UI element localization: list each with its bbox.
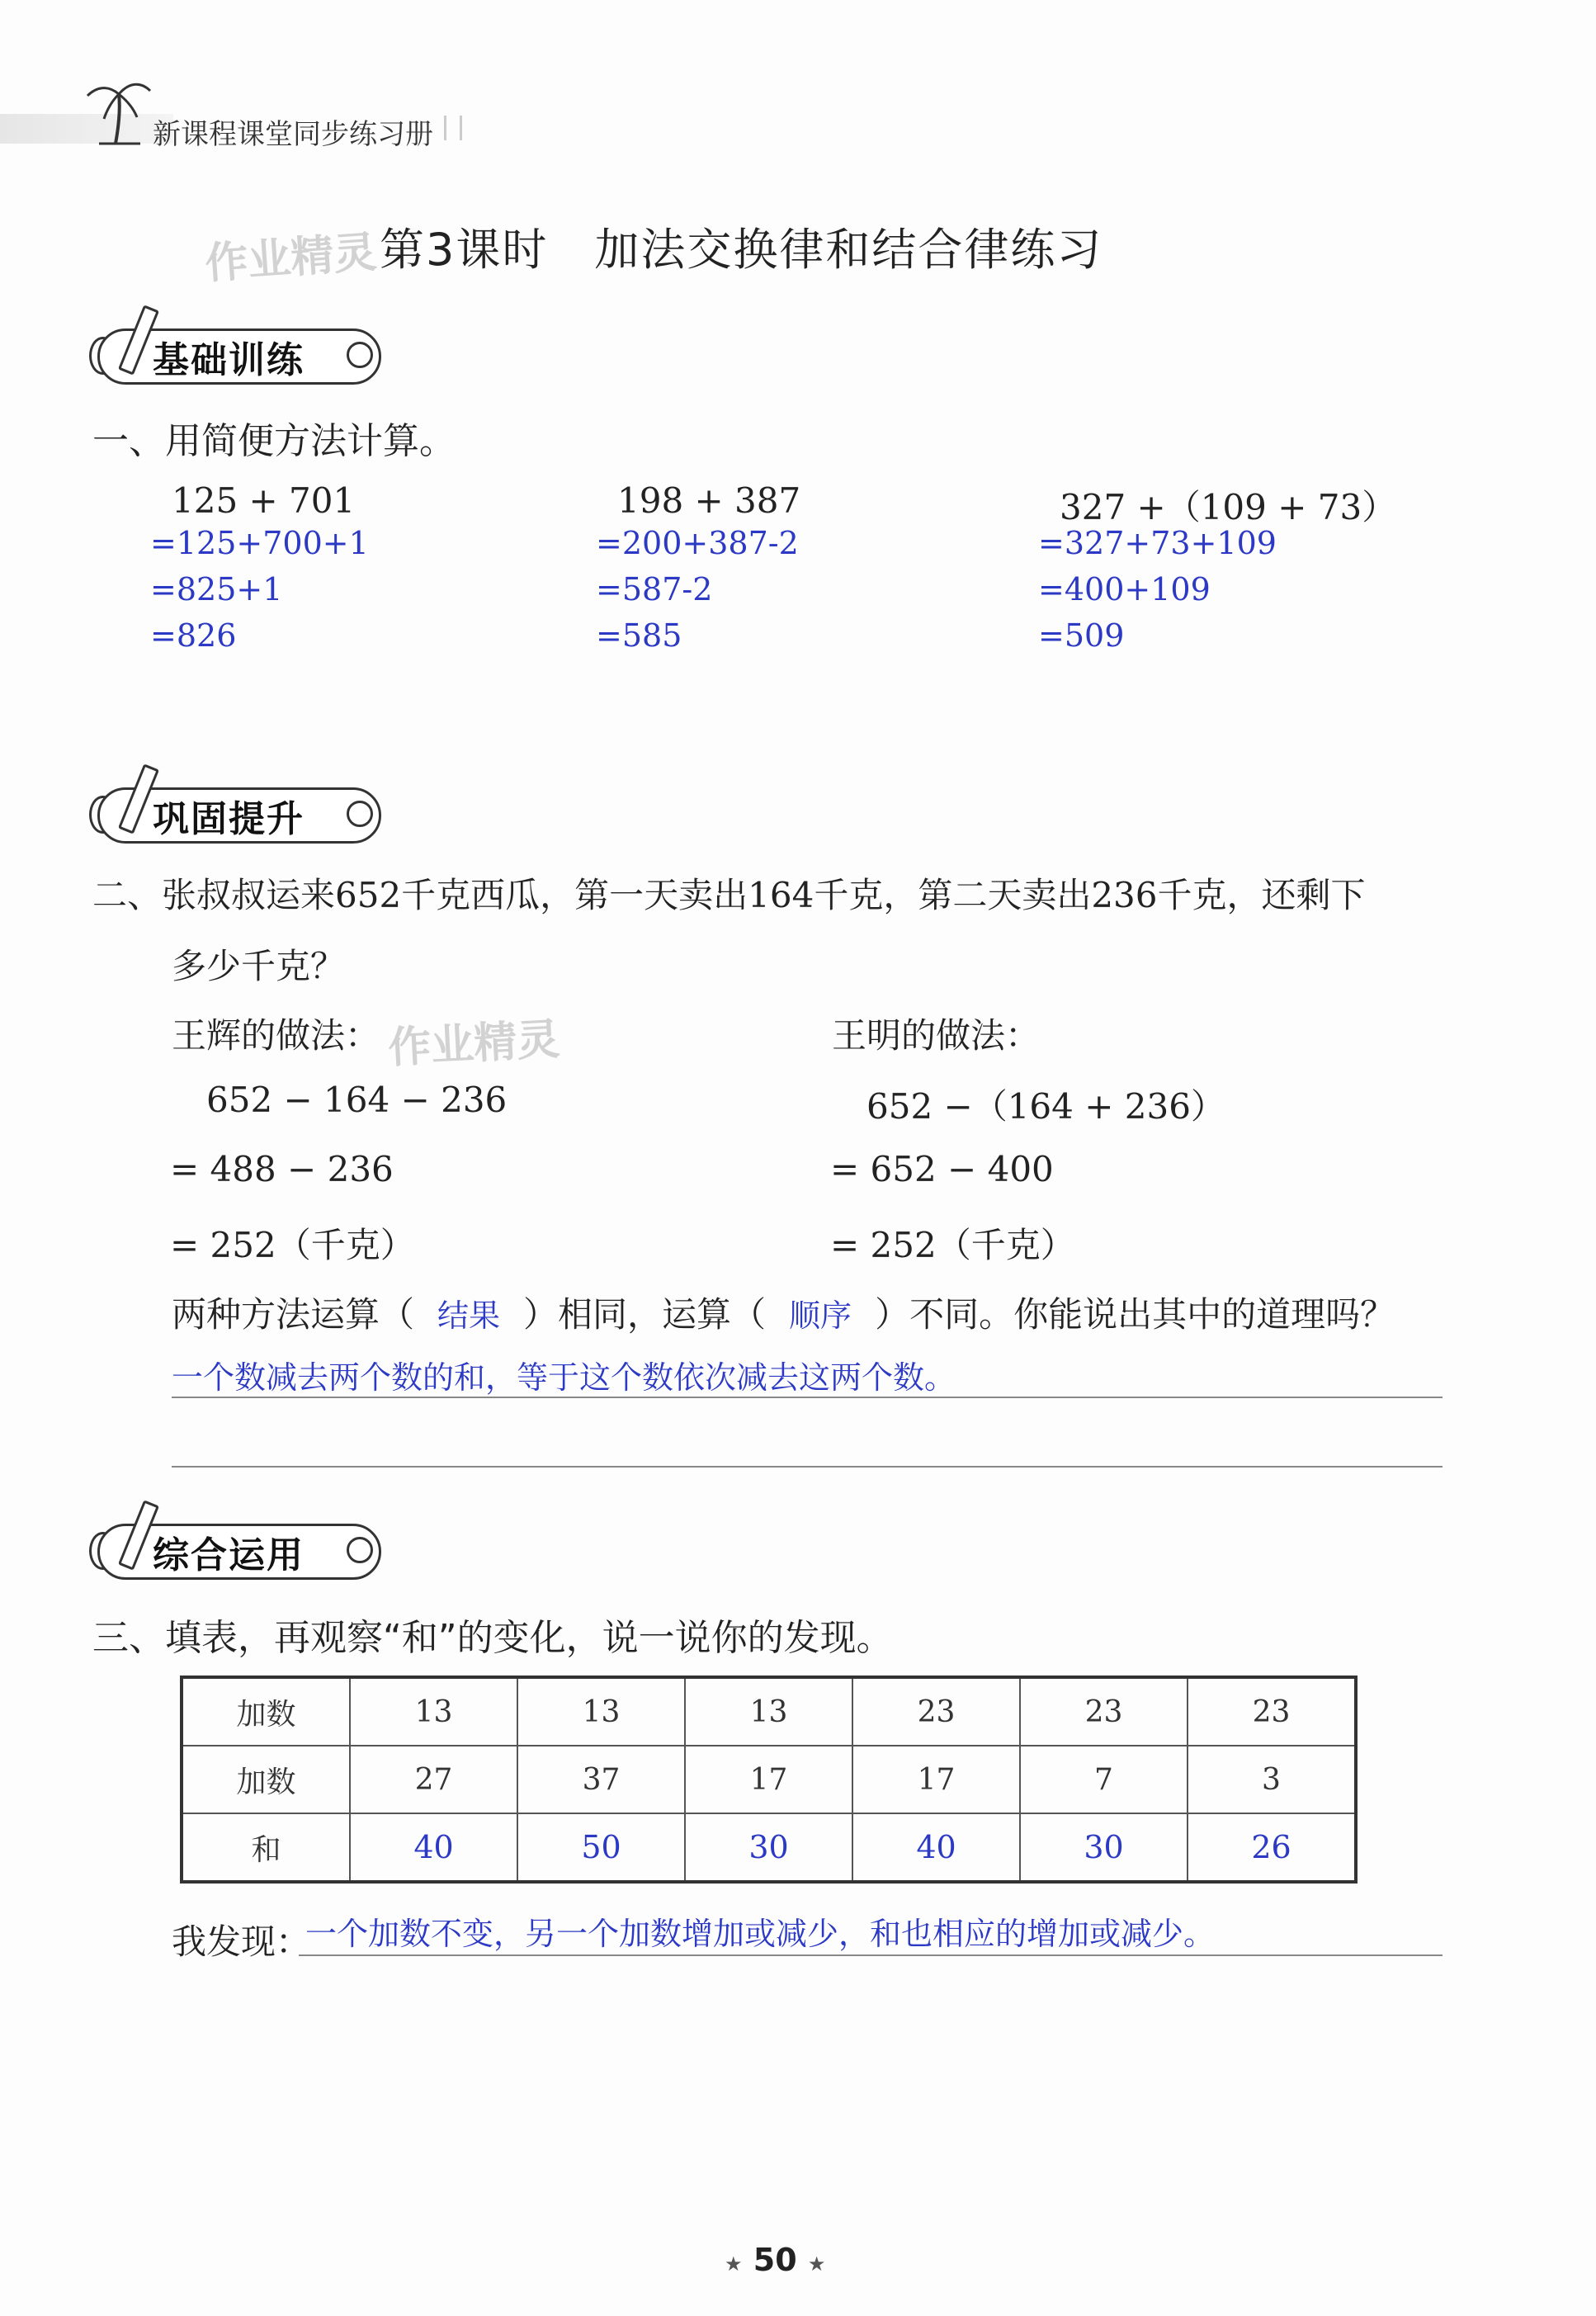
- table-row: [182, 1677, 1356, 1746]
- watermark: 作业精灵: [386, 1014, 561, 1074]
- star-icon: ★: [725, 2252, 743, 2276]
- q1-prompt: 一、用简便方法计算。: [92, 420, 456, 462]
- palm-tree-icon: [83, 76, 153, 145]
- q1-expr-2: 198 + 387: [617, 480, 801, 521]
- q2-prompt-line1: 二、张叔叔运来652千克西瓜，第一天卖出164千克，第二天卖出236千克，还剩下: [92, 875, 1366, 915]
- blank-answer: 结果: [437, 1297, 501, 1334]
- method-b-line: = 252（千克）: [830, 1225, 1075, 1265]
- method-a-line: = 252（千克）: [170, 1225, 415, 1265]
- q1-step: =585: [596, 617, 682, 654]
- watermark: 作业精灵: [203, 227, 379, 290]
- row-header: 和: [182, 1813, 350, 1882]
- answer-line: [172, 1397, 1443, 1398]
- q1-step: =200+387-2: [596, 525, 799, 561]
- answer-line: [172, 1466, 1443, 1468]
- page-number: [725, 2242, 825, 2278]
- table-cell: 13: [350, 1677, 517, 1746]
- header-divider: [444, 116, 462, 140]
- table-cell: 23: [852, 1677, 1020, 1746]
- method-b-line: = 652 − 400: [830, 1149, 1054, 1189]
- q1-step: =125+700+1: [150, 525, 369, 561]
- table-cell: 7: [1020, 1746, 1188, 1813]
- method-a-line: = 488 − 236: [170, 1149, 394, 1189]
- q1-step: =587-2: [596, 571, 713, 607]
- table-cell: 13: [517, 1677, 685, 1746]
- book-title: 新课程课堂同步练习册: [153, 118, 433, 151]
- q1-expr-1: 125 + 701: [172, 480, 356, 521]
- sum-cell: 26: [1188, 1813, 1356, 1882]
- star-icon: ★: [807, 2252, 826, 2276]
- section-label: 基础训练: [153, 339, 305, 381]
- q1-expr-3: 327 +（109 + 73）: [1060, 487, 1397, 527]
- q2-prompt-line2: 多少千克？: [172, 946, 346, 986]
- ring-icon: [347, 1537, 373, 1563]
- sum-cell: 40: [852, 1813, 1020, 1882]
- section-badge-comprehensive: [91, 1519, 380, 1578]
- q1-step: =826: [150, 617, 237, 654]
- ring-icon: [347, 801, 373, 827]
- section-badge-consolidate: [91, 782, 380, 842]
- section-badge-basic: [91, 324, 380, 383]
- section-label: 综合运用: [153, 1534, 305, 1576]
- table-cell: 23: [1020, 1677, 1188, 1746]
- compare-text: ）相同，运算（: [523, 1294, 767, 1335]
- table-cell: 37: [517, 1746, 685, 1813]
- blank-answer: 顺序: [789, 1297, 852, 1334]
- answer-line: [299, 1954, 1443, 1956]
- table-cell: 17: [852, 1746, 1020, 1813]
- row-header: 加数: [182, 1746, 350, 1813]
- lesson-title: 第3课时 加法交换律和结合律练习: [380, 224, 1103, 276]
- sum-cell: 40: [350, 1813, 517, 1882]
- method-b-line: 652 −（164 + 236）: [866, 1086, 1225, 1127]
- sum-cell: 50: [517, 1813, 685, 1882]
- q1-step: =509: [1038, 617, 1125, 654]
- table-row: [182, 1813, 1356, 1882]
- sum-cell: 30: [685, 1813, 852, 1882]
- table-cell: 23: [1188, 1677, 1356, 1746]
- finding-label: 我发现：: [172, 1921, 311, 1962]
- table-cell: 27: [350, 1746, 517, 1813]
- compare-text: 两种方法运算（: [172, 1294, 415, 1335]
- table-cell: 13: [685, 1677, 852, 1746]
- q3-prompt: 三、填表，再观察“和”的变化，说一说你的发现。: [92, 1617, 893, 1659]
- q1-step: =825+1: [150, 571, 283, 607]
- q2-compare: [172, 1288, 1395, 1337]
- table-row: [182, 1746, 1356, 1813]
- addition-table: [180, 1676, 1358, 1884]
- method-a-line: 652 − 164 − 236: [206, 1080, 508, 1120]
- q1-step: =400+109: [1038, 571, 1211, 607]
- page-number-value: 50: [753, 2242, 797, 2278]
- table-cell: 3: [1188, 1746, 1356, 1813]
- finding-answer: 一个加数不变，另一个加数增加或减少，和也相应的增加或减少。: [305, 1916, 1216, 1952]
- method-a-label: 王辉的做法：: [172, 1015, 380, 1056]
- compare-text: ）不同。你能说出其中的道理吗？: [875, 1294, 1395, 1335]
- method-b-label: 王明的做法：: [832, 1015, 1041, 1056]
- q1-step: =327+73+109: [1038, 525, 1277, 561]
- ring-icon: [347, 342, 373, 368]
- sum-cell: 30: [1020, 1813, 1188, 1882]
- section-label: 巩固提升: [153, 798, 305, 840]
- row-header: 加数: [182, 1677, 350, 1746]
- table-cell: 17: [685, 1746, 852, 1813]
- q2-answer: 一个数减去两个数的和，等于这个数依次减去这两个数。: [172, 1359, 956, 1396]
